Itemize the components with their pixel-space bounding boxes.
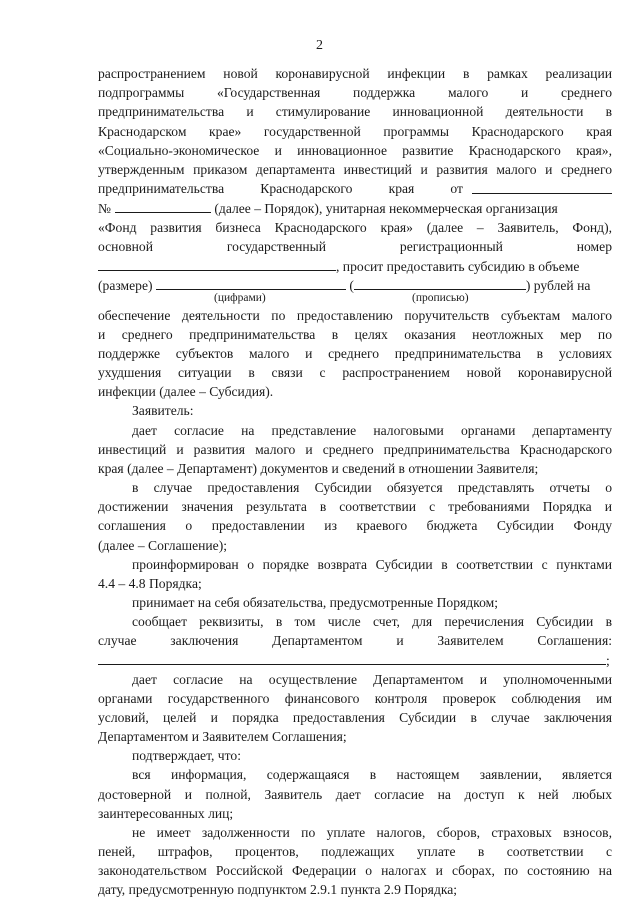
caption-words: (прописью) bbox=[412, 292, 469, 304]
text-line bbox=[98, 258, 612, 275]
text-line: утвержденным приказом департамента инвестиций и развития малого и среднего bbox=[98, 162, 612, 177]
text-line: достоверной и полной, Заявитель дает согласие на доступ к ней любых bbox=[98, 787, 612, 802]
text-fragment: ) рублей на bbox=[525, 278, 591, 293]
text-line: предпринимательства Краснодарского края от bbox=[98, 181, 463, 196]
amount-words-blank bbox=[354, 277, 526, 290]
text-line: случае заключения Департаментом и Заявителем Соглашения: bbox=[98, 633, 612, 648]
page-number: 2 bbox=[316, 38, 323, 53]
text-line: принимает на себя обязательства, предусмотренные Порядком; bbox=[132, 595, 499, 610]
text-line: Департаментом и Заявителем Соглашения; bbox=[98, 729, 347, 744]
text-fragment: ; bbox=[606, 653, 610, 668]
text-line: заинтересованных лиц; bbox=[98, 806, 234, 821]
text-line: инфекции (далее – Субсидия). bbox=[98, 384, 274, 399]
text-line: и среднего предпринимательства в целях оказания неотложных мер по bbox=[98, 327, 612, 342]
text-line bbox=[98, 277, 612, 294]
text-line bbox=[98, 200, 612, 217]
text-line: инвестиций и развития малого и среднего предпринимательства Краснодарского bbox=[98, 442, 612, 457]
bank-details-blank bbox=[98, 652, 606, 665]
text-line: распространением новой коронавирусной инфекции в рамках реализации bbox=[98, 66, 612, 81]
text-line: (далее – Соглашение); bbox=[98, 538, 227, 553]
text-line: Краснодарском крае» государственной программы Краснодарского края bbox=[98, 124, 612, 139]
text-line: подтверждает, что: bbox=[132, 748, 241, 763]
text-line: дает согласие на осуществление Департаментом и уполномоченными bbox=[132, 672, 612, 687]
text-line: условий, целей и порядка предоставления Субсидии в случае заключения bbox=[98, 710, 612, 725]
order-number-blank bbox=[115, 200, 211, 213]
text-line: в случае предоставления Субсидии обязуется представлять отчеты о bbox=[132, 480, 612, 495]
text-line bbox=[98, 652, 612, 669]
text-fragment: , просит предоставить субсидию в объеме bbox=[336, 259, 580, 274]
text-line: законодательством Российской Федерации о налогах и сборах, по состоянию на bbox=[98, 863, 612, 878]
text-line: края (далее – Департамент) документов и сведений в отношении Заявителя; bbox=[98, 461, 539, 476]
text-line: поддержке субъектов малого и среднего предпринимательства в условиях bbox=[98, 346, 612, 361]
amount-digits-blank bbox=[156, 277, 346, 290]
text-line: дает согласие на представление налоговыми органами департаменту bbox=[132, 423, 612, 438]
text-fragment: (далее – Порядок), унитарная некоммерческая организация bbox=[214, 201, 558, 216]
text-line: вся информация, содержащаяся в настоящем заявлении, является bbox=[132, 767, 612, 782]
text-line: «Фонд развития бизнеса Краснодарского края» (далее – Заявитель, Фонд), bbox=[98, 220, 612, 235]
text-line: подпрограммы «Государственная поддержка малого и среднего bbox=[98, 85, 612, 100]
text-line: пеней, штрафов, процентов, подлежащих уплате в соответствии с bbox=[98, 844, 612, 859]
text-line: дату, предусмотренную подпунктом 2.9.1 пункта 2.9 Порядка; bbox=[98, 882, 458, 897]
text-fragment: ( bbox=[349, 278, 354, 293]
text-line: соглашения о предоставлении из краевого бюджета Субсидии Фонду bbox=[98, 518, 612, 533]
date-blank bbox=[472, 193, 612, 194]
text-line: Заявитель: bbox=[132, 403, 194, 418]
text-line: ухудшения ситуации в связи с распространением новой коронавирусной bbox=[98, 365, 612, 380]
text-line: органами государственного финансового контроля проверок соблюдения им bbox=[98, 691, 612, 706]
number-sign: № bbox=[98, 201, 111, 216]
text-fragment: (размере) bbox=[98, 278, 153, 293]
text-line: достижении значения результата в соответствии с требованиями Порядка и bbox=[98, 499, 612, 514]
text-line: «Социально-экономическое и инновационное развитие Краснодарского края», bbox=[98, 143, 612, 158]
ogrn-blank bbox=[98, 258, 336, 271]
caption-digits: (цифрами) bbox=[214, 292, 266, 304]
text-line: не имеет задолженности по уплате налогов, сборов, страховых взносов, bbox=[132, 825, 612, 840]
text-line: проинформирован о порядке возврата Субсидии в соответствии с пунктами bbox=[132, 557, 612, 572]
text-line: сообщает реквизиты, в том числе счет, для перечисления Субсидии в bbox=[132, 614, 612, 629]
text-line: обеспечение деятельности по предоставлению поручительств субъектам малого bbox=[98, 308, 612, 323]
text-line: основной государственный регистрационный номер bbox=[98, 239, 612, 254]
text-line: 4.4 – 4.8 Порядка; bbox=[98, 576, 202, 591]
text-line: предпринимательства и стимулирование инновационной деятельности в bbox=[98, 104, 612, 119]
